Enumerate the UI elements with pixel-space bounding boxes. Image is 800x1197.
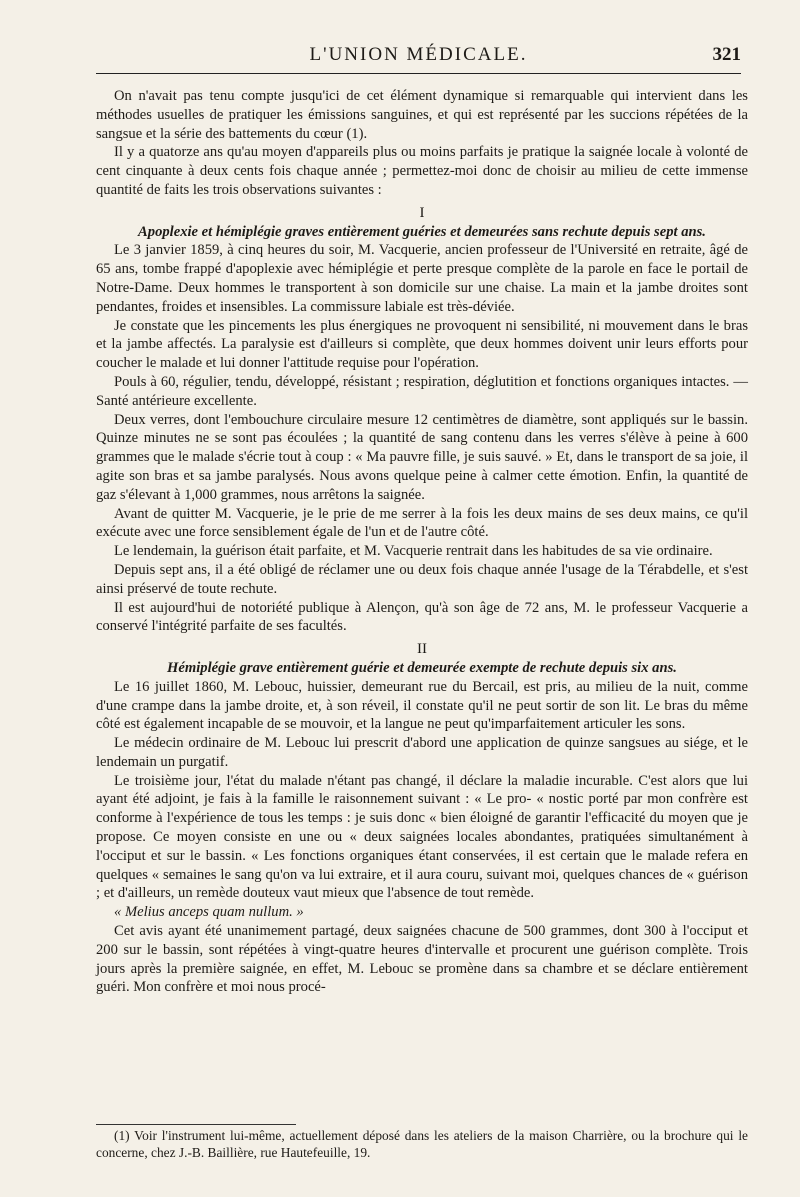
paragraph: Deux verres, dont l'embouchure circulaire mesure 12 centimètres de diamètre, sont appliqués sur le bassin. Quinze minutes ne se sont pas écoulées ; la quantité de sang contenu dans les verres s'élève à peine à 600 grammes que le malade s'écrie tout à coup : « Ma pauvre fille, je suis sauvé. » Et, dans le transport de sa joie, il agite son bras et sa jambe paralysés. Nous avons quelque peine à calmer cette émotion. Enfin, la quantité de gaz s'élevant à 1,000 grammes, nous arrêtons la saignée. [96,411,748,503]
footnote-rule [96,1124,296,1125]
section-title: Hémiplégie grave entièrement guérie et demeurée exempte de rechute depuis six ans. [167,659,677,676]
header-rule [96,73,741,74]
page-number: 321 [712,44,741,65]
paragraph: Le 3 janvier 1859, à cinq heures du soir, M. Vacquerie, ancien professeur de l'Université en retraite, âgé de 65 ans, tombe frappé d'apoplexie avec hémiplégie et perte presque complète de la parole en face le portail de Notre-Dame. Deux hommes le transportent à son domicile sur une chaise. La main et la jambe droites sont pendantes, froides et insensibles. La commissure labiale est très-déviée. [96,242,748,315]
paragraph: Depuis sept ans, il a été obligé de réclamer une ou deux fois chaque année l'usage de la Térabdelle, et s'est ainsi préservé de toute rechute. [96,561,748,597]
section-numeral: II [417,641,427,658]
paragraph: Pouls à 60, régulier, tendu, développé, résistant ; respiration, déglutition et fonctions organiques intactes. — Santé antérieure excellente. [96,373,748,409]
paragraph: On n'avait pas tenu compte jusqu'ici de cet élément dynamique si remarquable qui intervient dans les méthodes usuelles de pratiquer les émissions sanguines, et qui est représenté par les succions répétées de la sangsue et la série des battements du cœur (1). [96,88,748,142]
latin-quote: « Melius anceps quam nullum. » [114,904,304,921]
running-head: L'UNION MÉDICALE. [309,44,528,65]
section-title: Apoplexie et hémiplégie graves entièrement guéries et demeurées sans rechute depuis sept ans. [138,223,706,240]
section-numeral: I [419,204,425,221]
paragraph: Il y a quatorze ans qu'au moyen d'appareils plus ou moins parfaits je pratique la saignée locale à volonté de cent cinquante à deux cents fois chaque année ; permettez-moi donc de choisir au milieu de cette immense quantité de faits les trois observations suivantes : [96,144,748,198]
paragraph: Avant de quitter M. Vacquerie, je le prie de me serrer à la fois les deux mains de ses deux mains, ce qu'il exécute avec une force sensiblement égale de l'un et de l'autre côté. [96,505,748,541]
body-text [96,87,748,997]
paragraph: Cet avis ayant été unanimement partagé, deux saignées chacune de 500 grammes, dont 300 à l'occiput et 200 sur le bassin, sont répétées à vingt-quatre heures d'intervalle et procurent une guérison complète. Trois jours après la première saignée, en effet, M. Lebouc se promène dans sa chambre et se déclare entièrement guéri. Mon confrère et moi nous procé- [96,923,748,996]
paragraph: Il est aujourd'hui de notoriété publique à Alençon, qu'à son âge de 72 ans, M. le professeur Vacquerie a conservé l'intégrité parfaite de ses facultés. [96,599,748,635]
paragraph: Le 16 juillet 1860, M. Lebouc, huissier, demeurant rue du Bercail, est pris, au milieu de la nuit, comme d'une crampe dans la jambe droite, et, à son réveil, il constate qu'il ne peut sortir de son lit. Le bras du même côté est également incapable de se mouvoir, et la langue ne peut qu'imparfaitement articuler les sons. [96,678,748,733]
paragraph: Je constate que les pincements les plus énergiques ne provoquent ni sensibilité, ni mouvement dans le bras et la jambe affectés. La paralysie est d'ailleurs si complète, que deux hommes doivent unir leurs efforts pour coucher le malade et lui donner l'attitude requise pour l'opération. [96,317,748,372]
page-header [96,44,741,70]
paragraph: Le troisième jour, l'état du malade n'étant pas changé, il déclare la maladie incurable. C'est alors que lui ayant été adjoint, je fais à la famille le raisonnement suivant : « Le pro- « nostic porté par mon confrère est conforme à l'expérience de tous les temps : je suis donc « bien éloigné de garantir l'efficacité du moyen que je propose. Ce moyen consiste en une ou « deux saignées locales abondantes, pratiquées simultanément à l'occiput et sur le bassin. « Les fonctions organiques étant conservées, il est certain que le malade refera en quelques « semaines le sang qu'on va lui extraire, et il aura couru, suivant moi, quelques chances de « guérison ; et d'ailleurs, un remède douteux vaut mieux que l'absence de tout remède. [96,772,748,902]
footnote-text: (1) Voir l'instrument lui-même, actuellement déposé dans les ateliers de la maison Charrière, ou la brochure qui le concerne, chez J.-B. Baillière, rue Hautefeuille, 19. [96,1128,748,1160]
paragraph: Le lendemain, la guérison était parfaite, et M. Vacquerie rentrait dans les habitudes de sa vie ordinaire. [114,543,713,560]
footnote [96,1127,748,1161]
paragraph: Le médecin ordinaire de M. Lebouc lui prescrit d'abord une application de quinze sangsues au siége, et le lendemain un purgatif. [96,735,748,770]
